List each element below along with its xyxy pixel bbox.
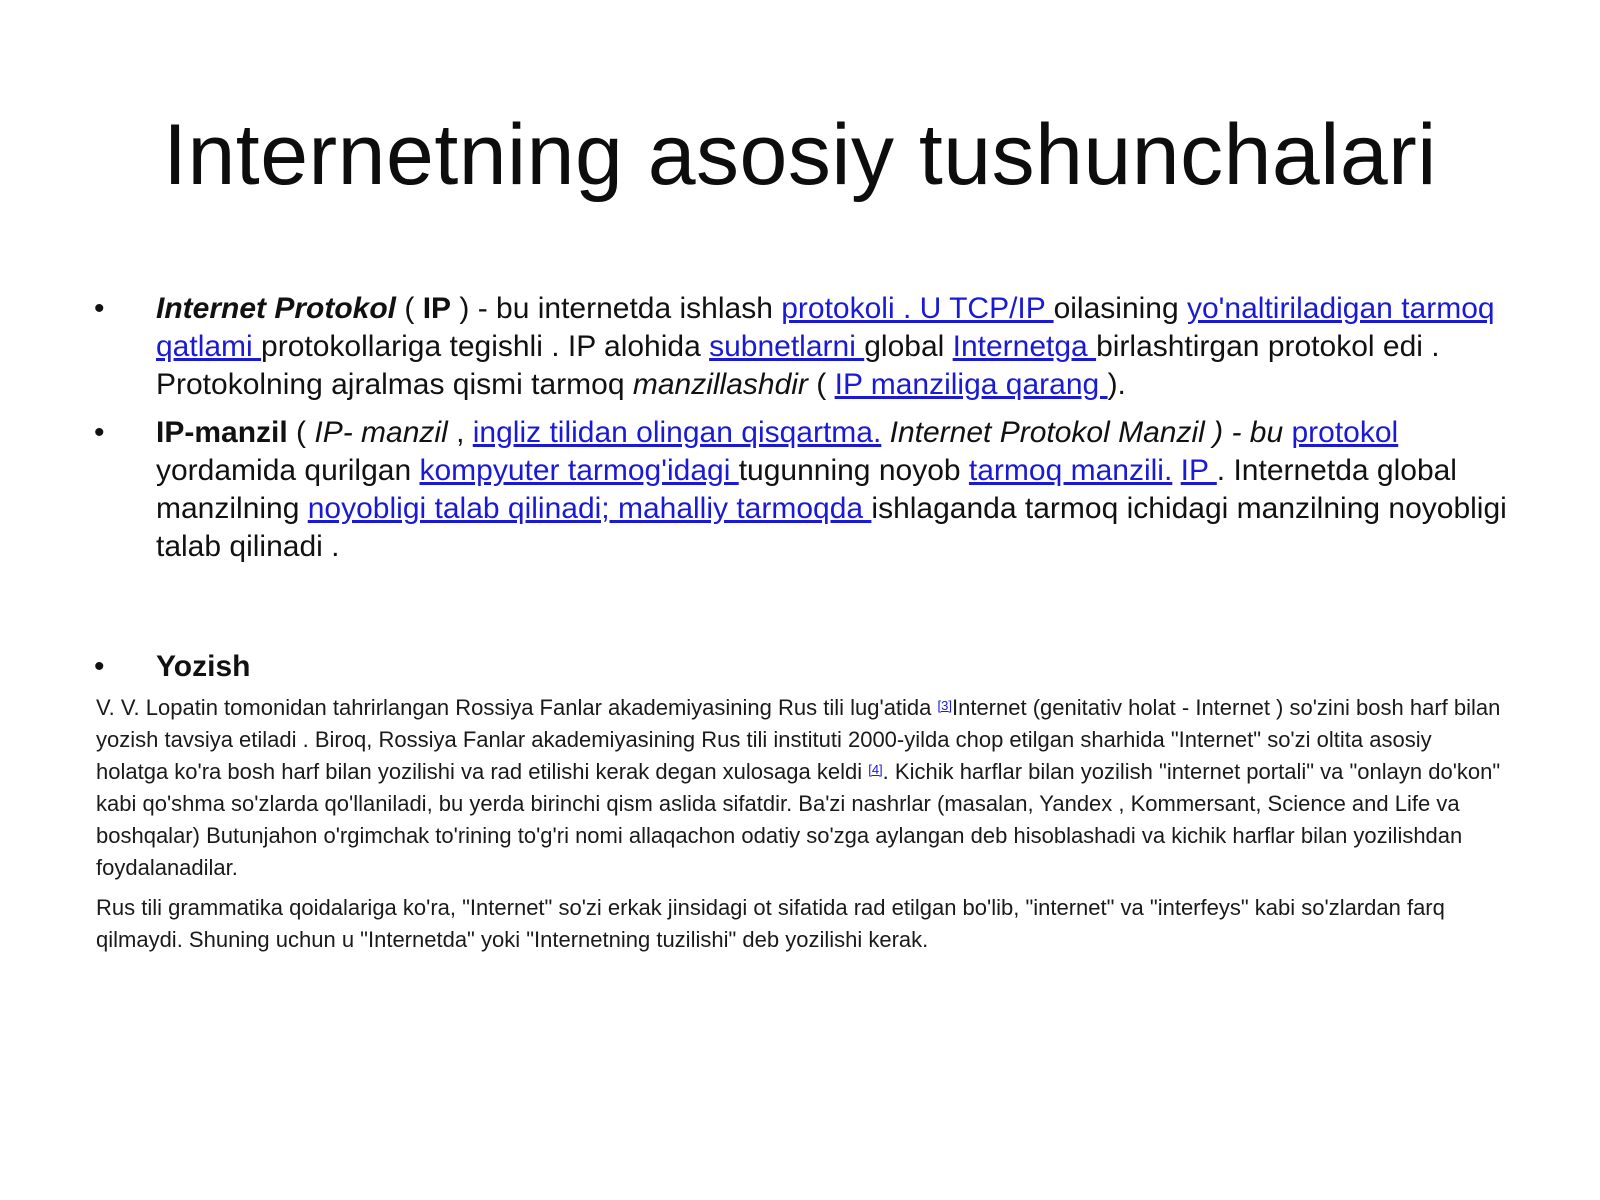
- link-ip-manziliga-qarang[interactable]: IP manziliga qarang: [834, 368, 1108, 401]
- paragraph-1: [96, 692, 1506, 884]
- link-protokoli[interactable]: protokoli . U TCP/IP: [781, 292, 1054, 325]
- term-internet-protokol: Internet Protokol: [156, 292, 397, 325]
- section-heading: Yozish: [156, 650, 251, 683]
- text: tugunning noyob: [738, 454, 969, 487]
- term-ip: IP: [422, 292, 452, 325]
- link-tarmoq-qatlami[interactable]: yo'naltiriladigan tarmoq qatlami: [156, 292, 1495, 363]
- text: oilasining: [1053, 292, 1187, 325]
- bullet-yozish: [94, 648, 1514, 686]
- text: . Kichik harflar bilan yozilish "internet portali" va "onlayn do'kon" kabi qo'shma so'zlarda qo'llaniladi, bu yerda birinchi qism aslida sifatdir. Ba'zi nashrlar (masalan, Yandex , Kommersant, Science and Life va boshqalar) Butunjahon o'rgimchak to'rining to'g'ri nomi allaqachon odatiy so'zga aylangan deb hisoblashadi va kichik harflar bilan yozilishdan foydalanadilar.: [96, 759, 1501, 880]
- link-noyobligi[interactable]: noyobligi talab qilinadi; mahalliy tarmoqda: [307, 492, 872, 525]
- slide-title: Internetning asosiy tushunchalari: [163, 107, 1437, 203]
- bullet-ip: [94, 290, 1514, 404]
- text: Internet (genitativ holat - Internet ) so'zini bosh harf bilan yozish tavsiya etiladi . Biroq, Rossiya Fanlar akademiyasining Rus tili instituti 2000-yilda chop etilgan sharhida "Internet" so'zi oltita asosiy holatga ko'ra bosh harf bilan yozilishi va rad etilishi kerak degan xulosaga keldi: [96, 695, 1501, 784]
- text-italic: Internet Protokol Manzil ) - bu: [881, 416, 1292, 449]
- text: (: [807, 368, 835, 401]
- paragraph-2: Rus tili grammatika qoidalariga ko'ra, "Internet" so'zi erkak jinsidagi ot sifatida rad etilgan bo'lib, "internet" va "interfeys" kabi so'zlardan farq qilmaydi. Shuning uchun u "Internetda" yoki "Internetning tuzilishi" deb yozilishi kerak.: [96, 895, 1445, 952]
- bullet-marker: •: [94, 416, 105, 449]
- bullet-marker: •: [94, 292, 105, 325]
- bullet-list: [94, 290, 1514, 576]
- text: protokollariga tegishli . IP alohida: [261, 330, 710, 363]
- term-manzillashdir: manzillashdir: [632, 368, 808, 401]
- term-ip-manzil-italic: IP- manzil: [314, 416, 448, 449]
- link-ip[interactable]: IP: [1180, 454, 1217, 487]
- link-internetga[interactable]: Internetga: [952, 330, 1097, 363]
- bullet-marker: •: [94, 650, 105, 683]
- text: birlashtirgan protokol edi . Protokolning ajralmas qismi tarmoq: [156, 330, 1440, 401]
- text: V. V. Lopatin tomonidan tahrirlangan Rossiya Fanlar akademiyasining Rus tili lug'atida: [96, 695, 938, 720]
- link-ingliz-tilidan[interactable]: ingliz tilidan olingan qisqartma.: [472, 416, 882, 449]
- footnote-ref-4[interactable]: [4]: [868, 762, 883, 777]
- link-subnetlarni[interactable]: subnetlarni: [709, 330, 865, 363]
- text: yordamida qurilgan: [156, 454, 420, 487]
- text: . Internetda global manzilning: [156, 454, 1457, 525]
- term-ip-manzil: IP-manzil: [156, 416, 288, 449]
- text: ishlaganda tarmoq ichidagi manzilning noyobligi talab qilinadi .: [156, 492, 1507, 563]
- bullet-ip-manzil: [94, 414, 1514, 566]
- link-tarmoq-manzili[interactable]: tarmoq manzili.: [968, 454, 1173, 487]
- text: (: [287, 416, 315, 449]
- link-protokol[interactable]: protokol: [1291, 416, 1399, 449]
- text: [1172, 454, 1180, 487]
- yozish-section: [94, 648, 1514, 696]
- link-kompyuter-tarmogidagi[interactable]: kompyuter tarmog'idagi: [419, 454, 739, 487]
- text: ,: [447, 416, 473, 449]
- text: (: [396, 292, 423, 325]
- text: global: [864, 330, 953, 363]
- text: ) - bu internetda ishlash: [451, 292, 782, 325]
- footnote-ref-3[interactable]: [3]: [937, 698, 952, 713]
- text: ).: [1107, 368, 1126, 401]
